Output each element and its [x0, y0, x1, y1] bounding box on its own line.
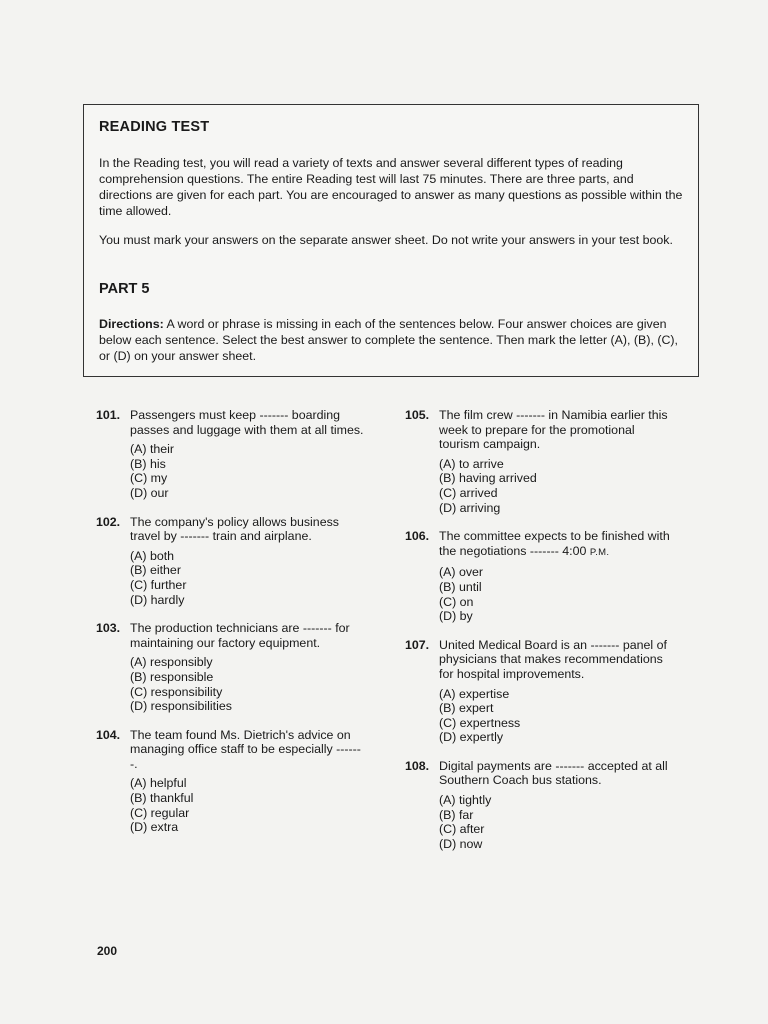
question-number: 101. [96, 408, 121, 422]
questions-right-column [405, 408, 677, 851]
answer-options [439, 687, 677, 745]
intro-paragraph: In the Reading test, you will read a variety of texts and answer several different types of reading comprehension questions. The entire Reading test will last 75 minutes. There are three parts, and directions are given for each part. You are encouraged to answer as many questions as possible within the time allowed. [99, 156, 683, 218]
instructions-box [83, 104, 699, 377]
answer-sheet-note: You must mark your answers on the separate answer sheet. Do not write your answers in your test book. [99, 233, 673, 247]
stem-text: The committee expects to be finished with the negotiations ------- 4:00 [439, 529, 670, 558]
option-b: (B) responsible [130, 669, 214, 684]
question-number: 105. [405, 408, 430, 422]
question-stem: Passengers must keep ------- boarding passes and luggage with them at all times. [130, 408, 364, 437]
answer-options [130, 776, 368, 834]
option-a: (A) their [130, 442, 175, 457]
question-number: 108. [405, 758, 430, 773]
option-c: (C) expertness [439, 715, 521, 730]
answer-options [439, 793, 677, 851]
question-stem: The team found Ms. Dietrich's advice on managing office staff to be especially -------. [130, 727, 361, 771]
question-number: 107. [405, 637, 430, 652]
option-b: (B) his [130, 456, 166, 471]
question-106 [405, 529, 677, 624]
option-a: (A) responsibly [130, 655, 213, 670]
question-108 [405, 759, 677, 852]
option-c: (C) on [439, 594, 474, 609]
option-d: (D) expertly [439, 730, 504, 745]
option-b: (B) either [130, 563, 181, 578]
part-title: PART 5 [99, 281, 150, 297]
question-stem: The production technicians are ------- for maintaining our factory equipment. [130, 621, 350, 650]
option-d: (D) our [130, 485, 169, 500]
answer-options [130, 655, 368, 713]
option-c: (C) regular [130, 805, 190, 820]
option-b: (B) thankful [130, 791, 194, 806]
option-d: (D) arriving [439, 500, 501, 515]
option-d: (D) responsibilities [130, 699, 232, 714]
question-104 [96, 728, 368, 835]
question-stem: The film crew ------- in Namibia earlier this week to prepare for the promotional tourism campaign. [439, 408, 668, 452]
directions-paragraph [99, 316, 684, 364]
time-suffix: P.M. [589, 546, 610, 558]
option-b: (B) far [439, 807, 474, 822]
reading-test-title: READING TEST [99, 119, 210, 135]
questions-left-column [96, 408, 368, 835]
option-a: (A) over [439, 565, 484, 580]
page-number: 200 [97, 944, 118, 958]
answer-options [439, 457, 677, 515]
option-d: (D) now [439, 836, 483, 851]
option-b: (B) having arrived [439, 471, 537, 486]
question-stem: Digital payments are ------- accepted at all Southern Coach bus stations. [439, 758, 668, 788]
question-105 [405, 408, 677, 515]
option-d: (D) by [439, 609, 473, 624]
option-d: (D) hardly [130, 592, 185, 607]
question-number: 102. [96, 514, 121, 529]
question-stem [439, 529, 677, 560]
question-101 [96, 408, 368, 501]
answer-options [130, 442, 368, 500]
directions-label: Directions: [99, 317, 164, 331]
option-a: (A) tightly [439, 793, 492, 808]
option-b: (B) expert [439, 701, 494, 716]
option-d: (D) extra [130, 820, 179, 835]
option-b: (B) until [439, 579, 482, 594]
directions-text: A word or phrase is missing in each of the sentences below. Four answer choices are given below each sentence. Select the best answer to complete the sentence. Then mark the letter (A), (B), (C), or (D) on your answer sheet. [99, 317, 678, 363]
option-a: (A) both [130, 548, 175, 563]
question-103 [96, 621, 368, 714]
question-number: 106. [405, 529, 430, 544]
option-a: (A) to arrive [439, 456, 504, 471]
question-number: 104. [96, 727, 121, 742]
answer-options [439, 565, 677, 623]
question-107 [405, 638, 677, 745]
option-c: (C) further [130, 577, 187, 592]
option-c: (C) my [130, 471, 168, 486]
option-c: (C) responsibility [130, 684, 223, 699]
option-a: (A) helpful [130, 776, 187, 791]
answer-options [130, 549, 368, 607]
question-102 [96, 515, 368, 608]
question-number: 103. [96, 621, 121, 636]
option-a: (A) expertise [439, 686, 510, 701]
question-stem: The company's policy allows business travel by ------- train and airplane. [130, 514, 339, 544]
option-c: (C) after [439, 822, 485, 837]
option-c: (C) arrived [439, 485, 498, 500]
question-stem: United Medical Board is an ------- panel of physicians that makes recommendations for hospital improvements. [439, 637, 667, 681]
